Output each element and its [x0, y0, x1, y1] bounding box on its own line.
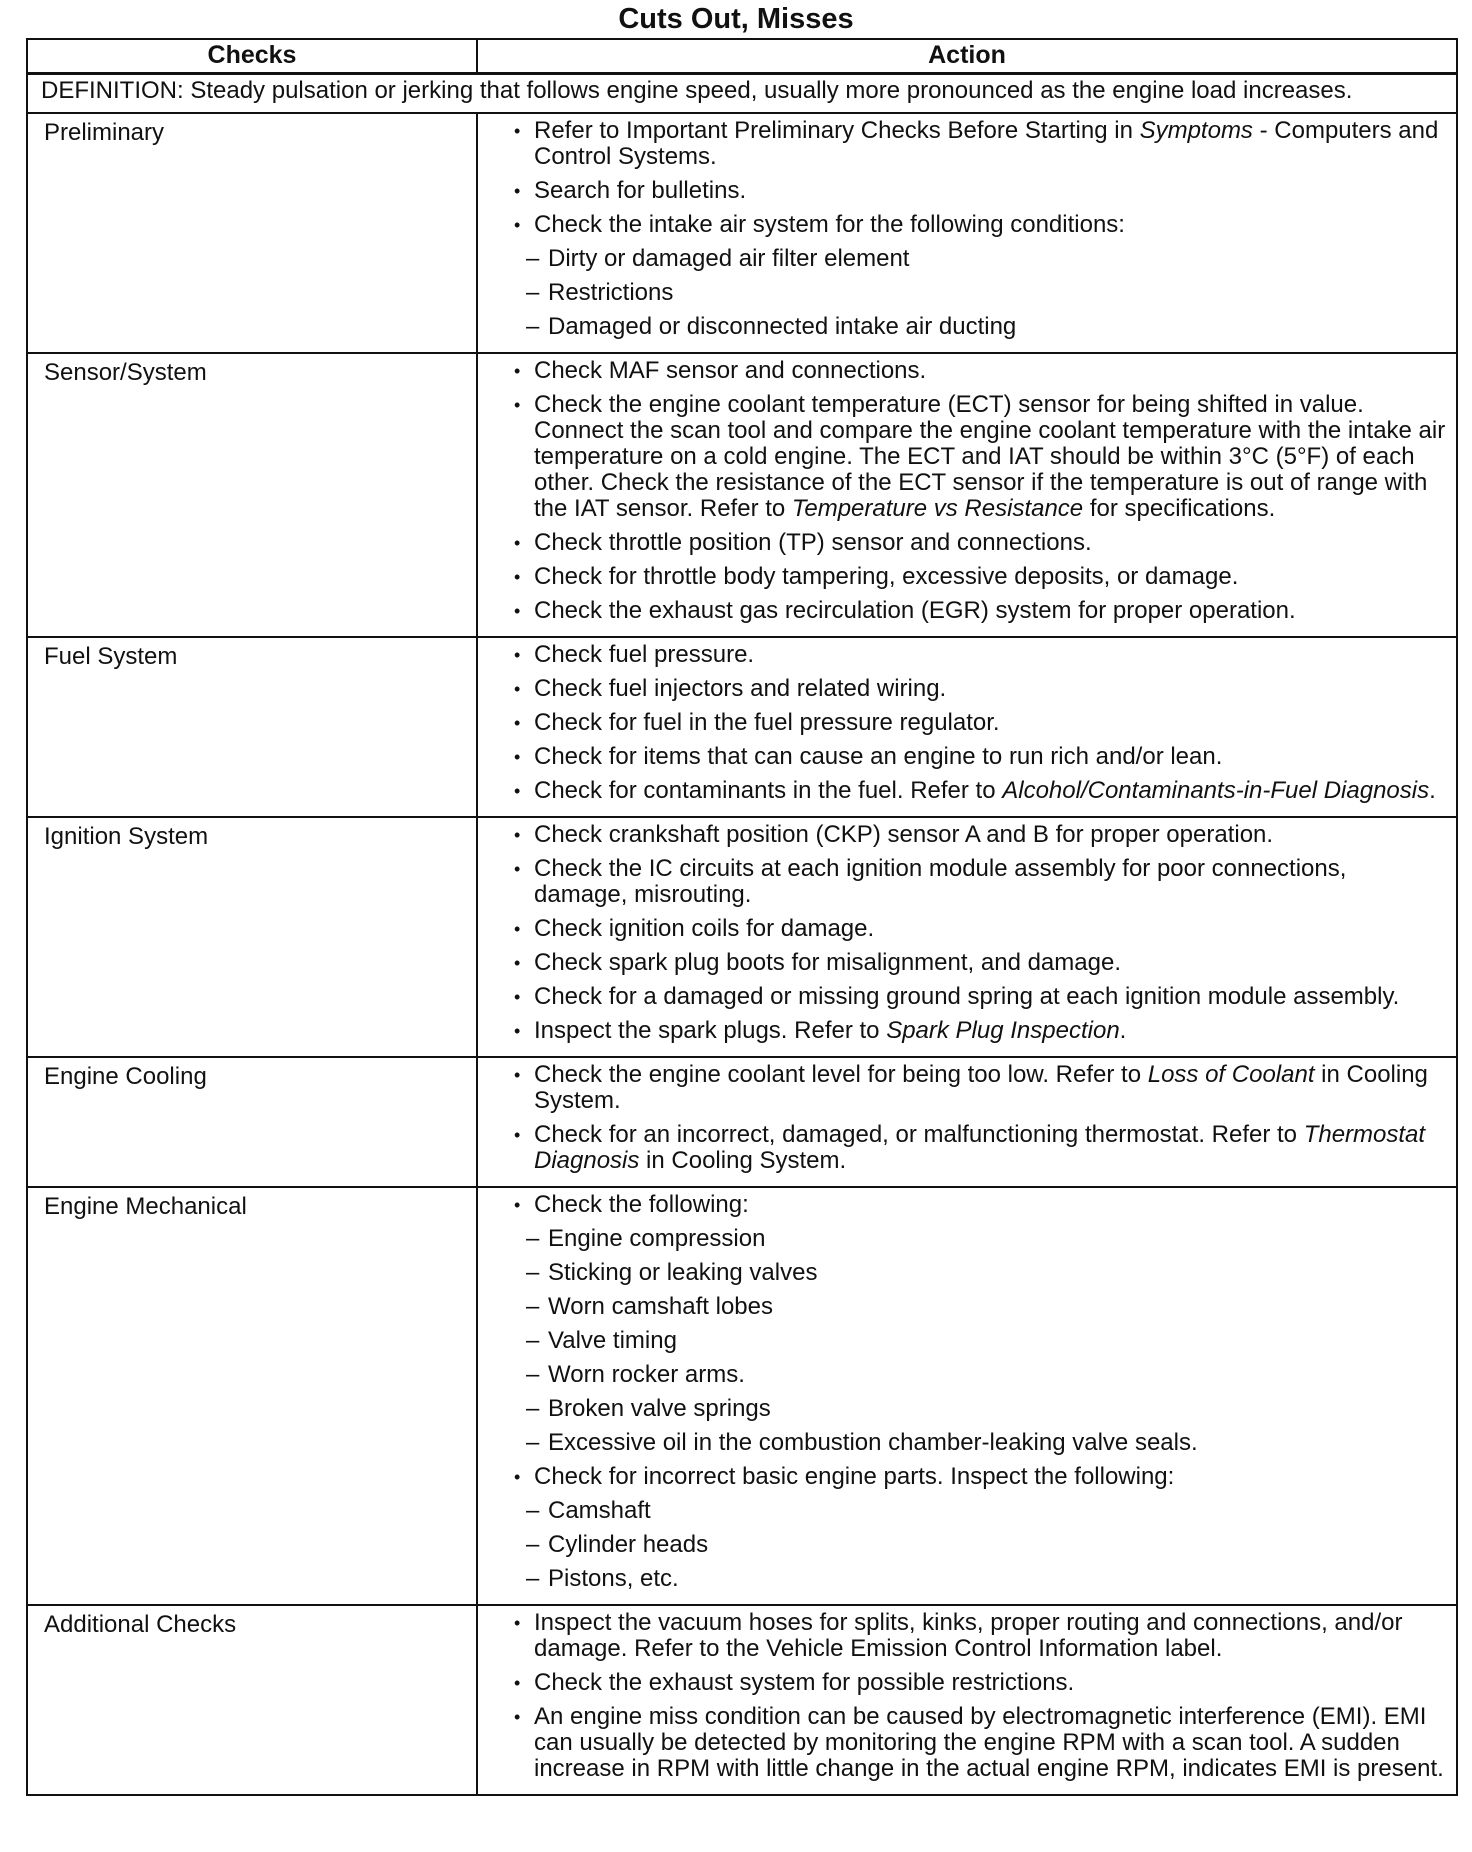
- sub-list-item: [514, 1294, 1446, 1320]
- action-text: Check the exhaust system for possible restrictions.: [534, 1669, 1075, 1696]
- action-text: Check crankshaft position (CKP) sensor A and B for proper operation.: [534, 821, 1274, 848]
- action-text: Damaged or disconnected intake air ducting: [548, 313, 1017, 340]
- bullet-list-item: [514, 744, 1446, 770]
- definition-text: DEFINITION: Steady pulsation or jerking that follows engine speed, usually more pronounced as the engine load increases.: [27, 74, 1457, 114]
- bullet-list-item: [514, 178, 1446, 204]
- action-text: Check MAF sensor and connections.: [534, 357, 927, 384]
- bullet-list-item: [514, 822, 1446, 848]
- table-row: [27, 637, 1457, 817]
- sub-list-item: [514, 1498, 1446, 1524]
- check-category-label: Preliminary: [27, 113, 477, 353]
- action-text: Inspect the spark plugs. Refer to: [534, 1017, 887, 1044]
- table-row: [27, 1605, 1457, 1795]
- action-text: Pistons, etc.: [548, 1565, 679, 1592]
- bullet-list-item: [514, 984, 1446, 1010]
- sub-list-item: [514, 1532, 1446, 1558]
- reference-title: Thermostat Diagnosis: [534, 1121, 1426, 1174]
- bullet-list-item: [514, 676, 1446, 702]
- table-row: [27, 817, 1457, 1057]
- bullet-list-item: [514, 598, 1446, 624]
- action-text: Check throttle position (TP) sensor and connections.: [534, 529, 1092, 556]
- bullet-list-item: [514, 916, 1446, 942]
- action-cell: [477, 637, 1457, 817]
- table-header-row: [27, 39, 1457, 74]
- sub-list-item: [514, 1260, 1446, 1286]
- action-text: .: [1429, 777, 1436, 804]
- reference-title: Spark Plug Inspection: [886, 1017, 1120, 1044]
- action-text: Cylinder heads: [548, 1531, 709, 1558]
- action-text: .: [1119, 1017, 1127, 1044]
- action-text: Check the IC circuits at each ignition module assembly for poor connections, damage, misrouting.: [534, 855, 1347, 908]
- action-text: Check for incorrect basic engine parts. Inspect the following:: [534, 1463, 1175, 1490]
- action-text: Excessive oil in the combustion chamber-leaking valve seals.: [548, 1429, 1198, 1456]
- action-text: Engine compression: [548, 1225, 766, 1252]
- sub-list-item: [514, 1566, 1446, 1592]
- action-column-header: Action: [477, 39, 1457, 74]
- action-text: Check the engine coolant level for being too low. Refer to: [534, 1061, 1148, 1088]
- bullet-list-item: [514, 950, 1446, 976]
- bullet-list-item: [514, 856, 1446, 908]
- diagnostic-table: [26, 38, 1458, 1796]
- bullet-list-item: [514, 1464, 1446, 1490]
- action-text: Check ignition coils for damage.: [534, 915, 875, 942]
- action-text: Check for an incorrect, damaged, or malfunctioning thermostat. Refer to: [534, 1121, 1304, 1148]
- bullet-list-item: [514, 1122, 1446, 1174]
- reference-title: Loss of Coolant: [1147, 1061, 1315, 1088]
- bullet-list-item: [514, 710, 1446, 736]
- sub-list-item: [514, 314, 1446, 340]
- bullet-list-item: [514, 642, 1446, 668]
- table-row: [27, 1187, 1457, 1605]
- table-body: [27, 74, 1457, 1796]
- action-cell: [477, 353, 1457, 637]
- action-text: Check fuel pressure.: [534, 641, 755, 668]
- definition-row: [27, 74, 1457, 114]
- table-row: [27, 353, 1457, 637]
- reference-title: Temperature vs Resistance: [791, 495, 1084, 522]
- check-category-label: Engine Cooling: [27, 1057, 477, 1187]
- bullet-list-item: [514, 1018, 1446, 1044]
- bullet-list-item: [514, 1192, 1446, 1218]
- action-text: Refer to Important Preliminary Checks Before Starting in: [534, 117, 1140, 144]
- action-text: Check spark plug boots for misalignment, and damage.: [534, 949, 1121, 976]
- bullet-list-item: [514, 358, 1446, 384]
- action-text: in Cooling System.: [639, 1147, 847, 1174]
- sub-list-item: [514, 1362, 1446, 1388]
- action-text: Check fuel injectors and related wiring.: [534, 675, 947, 702]
- action-text: Check the following:: [534, 1191, 749, 1218]
- action-text: Sticking or leaking valves: [548, 1259, 818, 1286]
- table-row: [27, 1057, 1457, 1187]
- action-text: Check for items that can cause an engine to run rich and/or lean.: [534, 743, 1223, 770]
- bullet-list-item: [514, 530, 1446, 556]
- action-cell: [477, 817, 1457, 1057]
- table-row: [27, 113, 1457, 353]
- action-text: Inspect the vacuum hoses for splits, kinks, proper routing and connections, and/or damage. Refer to the Vehicle Emission Control Information label.: [534, 1609, 1403, 1662]
- page-title: Cuts Out, Misses: [618, 3, 854, 35]
- bullet-list-item: [514, 564, 1446, 590]
- check-category-label: Fuel System: [27, 637, 477, 817]
- bullet-list-item: [514, 1610, 1446, 1662]
- bullet-list-item: [514, 1062, 1446, 1114]
- action-text: Check the exhaust gas recirculation (EGR) system for proper operation.: [534, 597, 1296, 624]
- bullet-list-item: [514, 118, 1446, 170]
- action-text: Valve timing: [548, 1327, 677, 1354]
- action-cell: [477, 1057, 1457, 1187]
- action-text: Worn rocker arms.: [548, 1361, 745, 1388]
- action-text: for specifications.: [1083, 495, 1276, 522]
- bullet-list-item: [514, 212, 1446, 238]
- action-text: Check the intake air system for the following conditions:: [534, 211, 1125, 238]
- bullet-list-item: [514, 1670, 1446, 1696]
- bullet-list-item: [514, 778, 1446, 804]
- action-text: Check for throttle body tampering, excessive deposits, or damage.: [534, 563, 1239, 590]
- sub-list-item: [514, 1396, 1446, 1422]
- action-text: - Computers and Control Systems.: [534, 117, 1439, 170]
- action-text: Broken valve springs: [548, 1395, 771, 1422]
- action-cell: [477, 1187, 1457, 1605]
- action-cell: [477, 1605, 1457, 1795]
- sub-list-item: [514, 1328, 1446, 1354]
- sub-list-item: [514, 1226, 1446, 1252]
- action-cell: [477, 113, 1457, 353]
- action-text: Worn camshaft lobes: [548, 1293, 773, 1320]
- action-text: Check for a damaged or missing ground spring at each ignition module assembly.: [534, 983, 1400, 1010]
- sub-list-item: [514, 280, 1446, 306]
- reference-title: Alcohol/Contaminants-in-Fuel Diagnosis: [1002, 777, 1430, 804]
- action-text: Check for contaminants in the fuel. Refer to: [534, 777, 1003, 804]
- reference-title: Symptoms: [1139, 117, 1253, 144]
- action-text: in Cooling System.: [534, 1061, 1428, 1114]
- action-text: Dirty or damaged air filter element: [548, 245, 910, 272]
- bullet-list-item: [514, 1704, 1446, 1782]
- bullet-list-item: [514, 392, 1446, 522]
- check-category-label: Engine Mechanical: [27, 1187, 477, 1605]
- sub-list-item: [514, 1430, 1446, 1456]
- action-text: Check the engine coolant temperature (ECT) sensor for being shifted in value. Connect the scan tool and compare the engine coolant temperature with the intake air temperature on a cold engine. The ECT and IAT should be within 3°C (5°F) of each other. Check the resistance of the ECT sensor if the temperature is out of range with the IAT sensor. Refer to: [534, 391, 1446, 522]
- sub-list-item: [514, 246, 1446, 272]
- check-category-label: Sensor/System: [27, 353, 477, 637]
- check-category-label: Additional Checks: [27, 1605, 477, 1795]
- checks-column-header: Checks: [27, 39, 477, 74]
- action-text: Restrictions: [548, 279, 674, 306]
- check-category-label: Ignition System: [27, 817, 477, 1057]
- action-text: An engine miss condition can be caused by electromagnetic interference (EMI). EMI can usually be detected by monitoring the engine RPM with a scan tool. A sudden increase in RPM with little change in the actual engine RPM, indicates EMI is present.: [534, 1703, 1444, 1782]
- action-text: Camshaft: [548, 1497, 651, 1524]
- action-text: Check for fuel in the fuel pressure regulator.: [534, 709, 1000, 736]
- action-text: Search for bulletins.: [534, 177, 747, 204]
